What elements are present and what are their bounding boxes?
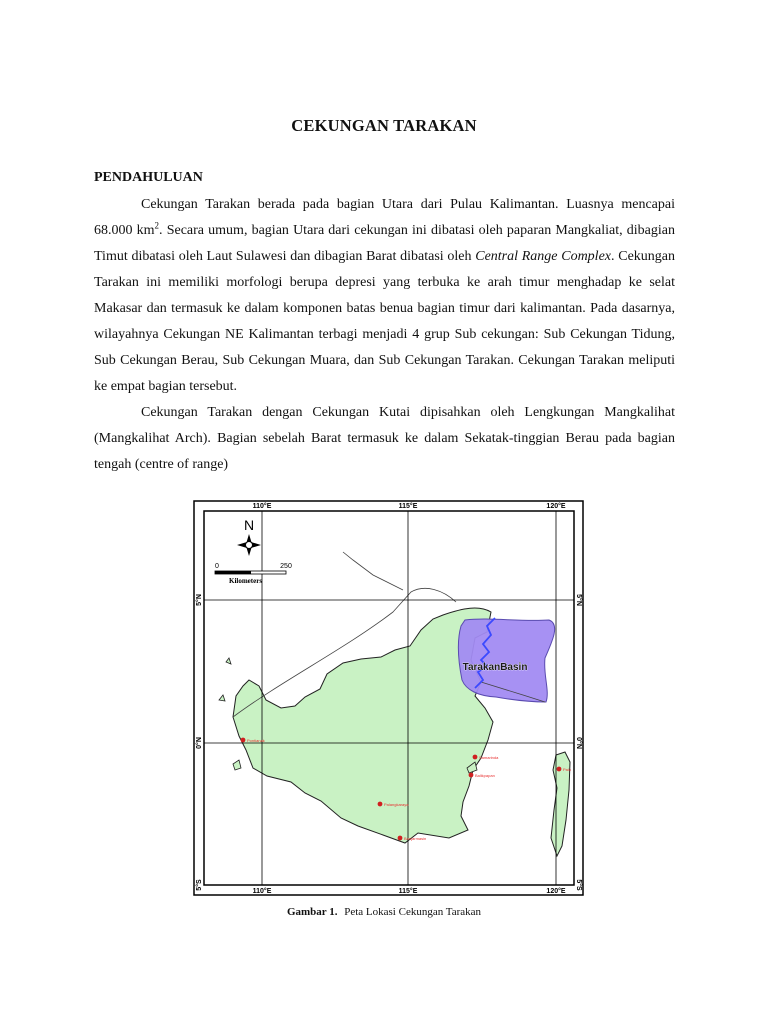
map-figure <box>193 500 584 896</box>
scale-start: 0 <box>215 563 219 570</box>
paragraph-1-part-3: . Cekungan Tarakan ini memiliki morfologi berupa depresi yang terbuka ke arah timur menghadap ke selat Makasar dan termasuk ke dalam komponen batas benua bagian timur dari kalimantan. Pada dasarnya, wilayahnya Cekungan NE Kalimantan terbagi menjadi 4 grup Sub cekungan: Sub Cekungan Tidung, Sub Cekungan Berau, Sub Cekungan Muara, dan Sub Cekungan Tarakan. Cekungan Tarakan meliputi ke empat bagian tersebut. <box>94 249 675 394</box>
label-left-5n: 5°N <box>196 594 203 606</box>
city-label-palu: Palu <box>563 767 572 772</box>
city-label-banjarmasin: Banjarmasin <box>404 836 427 841</box>
city-marker-balikpapan <box>469 773 474 778</box>
figure-caption <box>0 906 768 918</box>
north-letter: N <box>243 517 255 533</box>
paragraph-2: Cekungan Tarakan dengan Cekungan Kutai dipisahkan oleh Lengkungan Mangkalihat (Mangkalihat Arch). Bagian sebelah Barat termasuk ke dalam Sekatak-tinggian Berau pada bagian tengah (centre of range) <box>94 405 675 472</box>
paragraph-1-part-1: Cekungan Tarakan berada pada bagian Utara dari Pulau Kalimantan. Luasnya mencapai 68.000 km <box>94 197 675 238</box>
scale-unit: Kilometers <box>229 577 263 585</box>
label-right-0n: 0°N <box>575 737 582 749</box>
label-top-110e: 110°E <box>252 503 272 510</box>
label-right-5s: 5°S <box>575 879 582 891</box>
label-left-5s: 5°S <box>196 879 203 891</box>
section-heading: PENDAHULUAN <box>94 170 203 185</box>
scale-end: 250 <box>280 563 292 570</box>
city-marker-pontianak <box>241 738 246 743</box>
label-left-0n: 0°N <box>196 737 203 749</box>
label-right-5n: 5°N <box>575 594 582 606</box>
label-bottom-110e: 110°E <box>252 888 272 895</box>
city-label-samarinda: Samarinda <box>479 755 499 760</box>
city-label-balikpapan: Balikpapan <box>475 773 495 778</box>
city-marker-palangkaraya <box>378 802 383 807</box>
city-label-pontianak: Pontianak <box>247 738 265 743</box>
city-marker-palu <box>557 767 562 772</box>
label-top-120e: 120°E <box>546 503 566 510</box>
label-top-115e: 115°E <box>398 503 418 510</box>
label-bottom-120e: 120°E <box>546 888 566 895</box>
map-svg <box>193 500 584 896</box>
body-text <box>94 192 675 478</box>
label-bottom-115e: 115°E <box>398 888 418 895</box>
paragraph-1 <box>94 192 675 400</box>
italic-term: Central Range Complex <box>475 249 611 264</box>
page-title: CEKUNGAN TARAKAN <box>291 116 477 135</box>
basin-label: TarakanBasin <box>462 662 528 673</box>
caption-text: Peta Lokasi Cekungan Tarakan <box>344 906 482 918</box>
city-marker-banjarmasin <box>398 836 403 841</box>
city-marker-samarinda <box>473 755 478 760</box>
city-label-palangkaraya: Palangkaraya <box>384 802 409 807</box>
caption-label: Gambar 1. <box>286 906 338 918</box>
superscript-2: 2 <box>154 220 160 231</box>
paragraph-1-part-2: . Secara umum, bagian Utara dari cekungan ini dibatasi oleh paparan Mangkaliat, dibagian Timut dibatasi oleh Laut Sulawesi dan dibagian Barat dibatasi oleh <box>94 223 675 264</box>
